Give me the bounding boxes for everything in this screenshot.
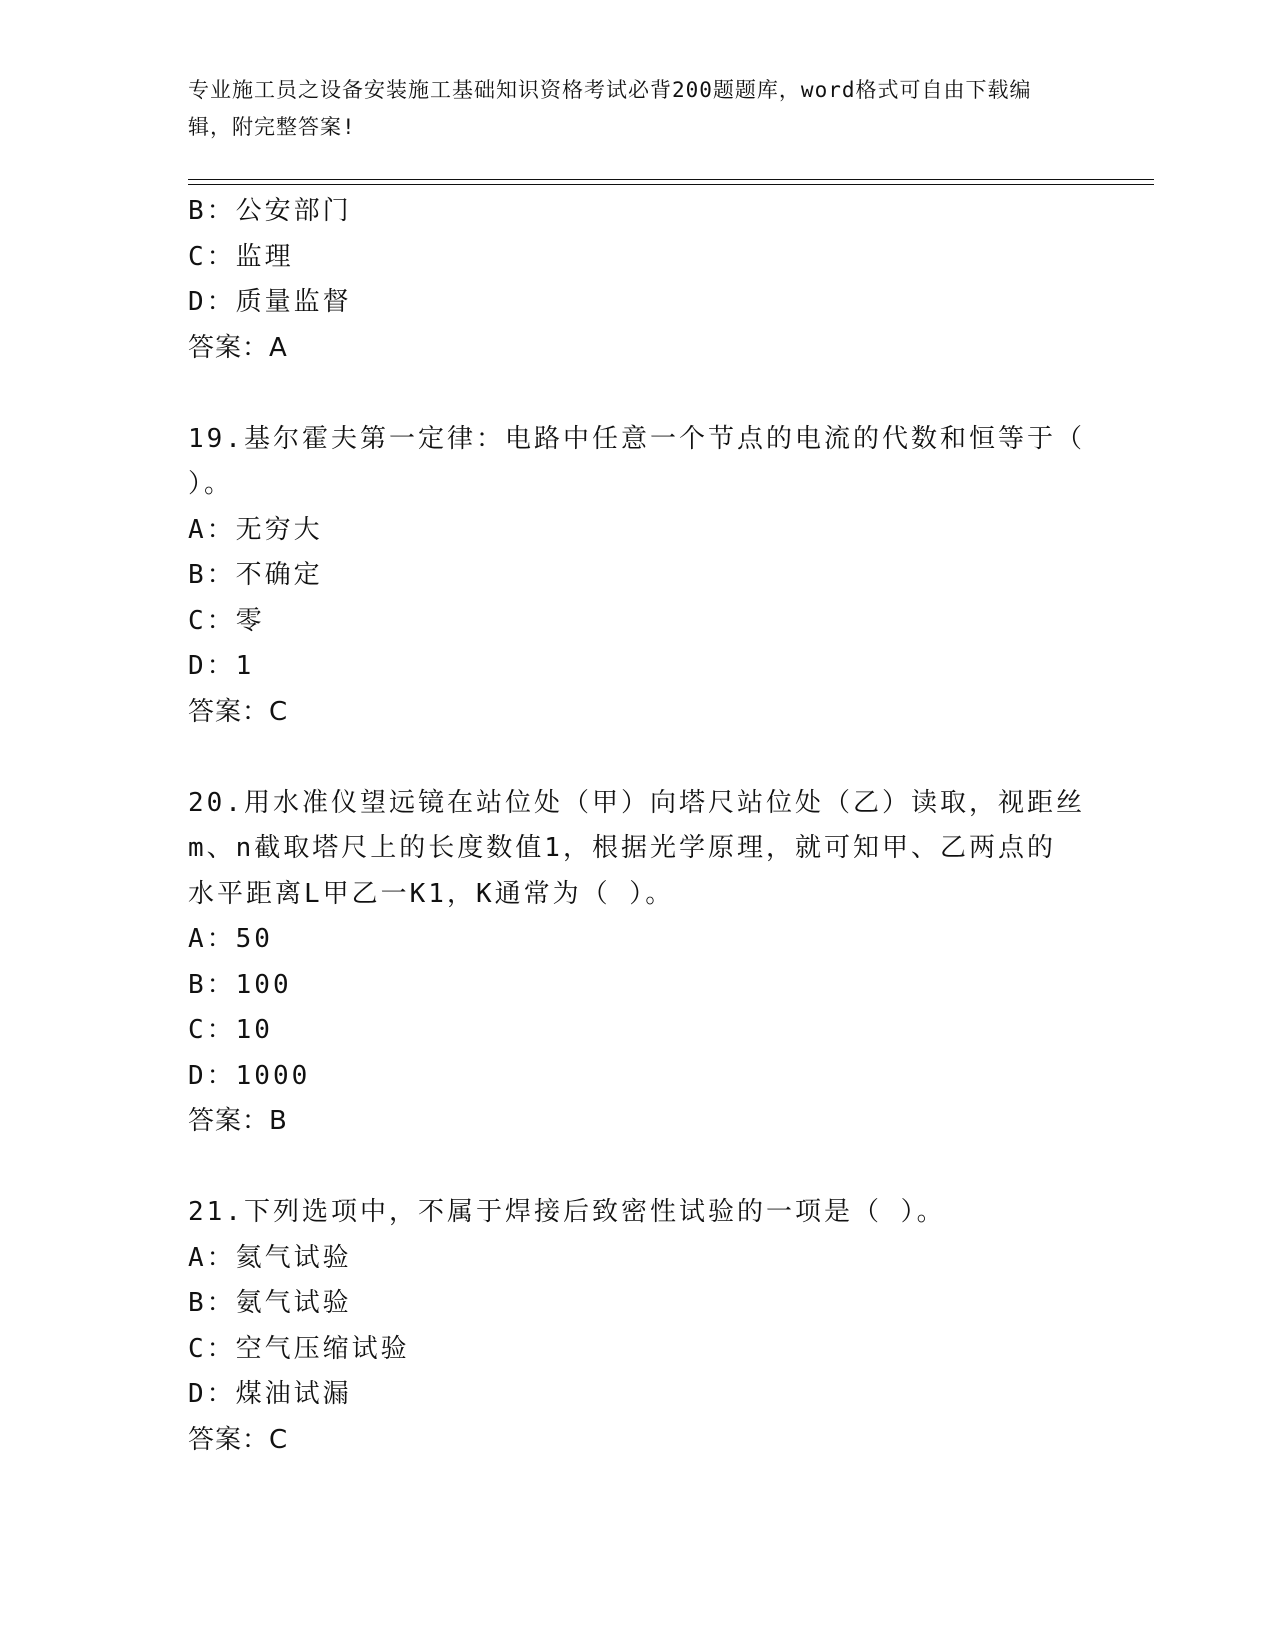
question-stem-line: 20.用水准仪望远镜在站位处（甲）向塔尺站位处（乙）读取，视距丝 — [188, 787, 1085, 818]
option-a: A：无穷大 — [188, 514, 323, 545]
option-d: D：1 — [188, 651, 255, 681]
question-21 — [188, 1190, 1088, 1463]
option-b: B：氨气试验 — [188, 1288, 352, 1318]
question-19 — [188, 417, 1088, 736]
document-header: 专业施工员之设备安装施工基础知识资格考试必背200题题库，word格式可自由下载编辑，附完整答案! — [188, 78, 1032, 139]
question-stem-line: ）。 — [188, 469, 234, 499]
answer: 答案：B — [188, 1106, 288, 1136]
header-rule-top — [188, 179, 1154, 180]
option-c: C：监理 — [188, 241, 294, 272]
option-b: B：公安部门 — [188, 196, 352, 226]
question-stem-line: 21.下列选项中，不属于焊接后致密性试验的一项是（ ）。 — [188, 1197, 946, 1227]
header-rule-bottom — [188, 184, 1154, 185]
option-a: A：50 — [188, 924, 273, 954]
spacer — [188, 1145, 1088, 1191]
question-stem-line: m、n截取塔尺上的长度数值1，根据光学原理，就可知甲、乙两点的 — [188, 833, 1056, 863]
spacer — [188, 371, 1088, 417]
prev-question — [188, 189, 1088, 371]
question-stem-line: 19.基尔霍夫第一定律：电路中任意一个节点的电流的代数和恒等于（ — [188, 423, 1085, 454]
option-b: B：不确定 — [188, 560, 323, 590]
answer: 答案：C — [188, 1424, 289, 1455]
question-content — [188, 189, 1088, 1463]
option-c: C：10 — [188, 1015, 273, 1045]
option-d: D：1000 — [188, 1060, 311, 1091]
option-d: D：质量监督 — [188, 287, 352, 317]
option-c: C：空气压缩试验 — [188, 1333, 410, 1364]
answer: 答案：C — [188, 696, 289, 727]
answer: 答案：A — [188, 332, 288, 363]
spacer — [188, 735, 1088, 781]
option-c: C：零 — [188, 605, 265, 636]
question-20 — [188, 781, 1088, 1145]
option-b: B：100 — [188, 969, 292, 1000]
option-a: A：氦气试验 — [188, 1242, 352, 1273]
question-stem-line: 水平距离L甲乙一K1，K通常为（ ）。 — [188, 878, 675, 909]
option-d: D：煤油试漏 — [188, 1379, 352, 1409]
